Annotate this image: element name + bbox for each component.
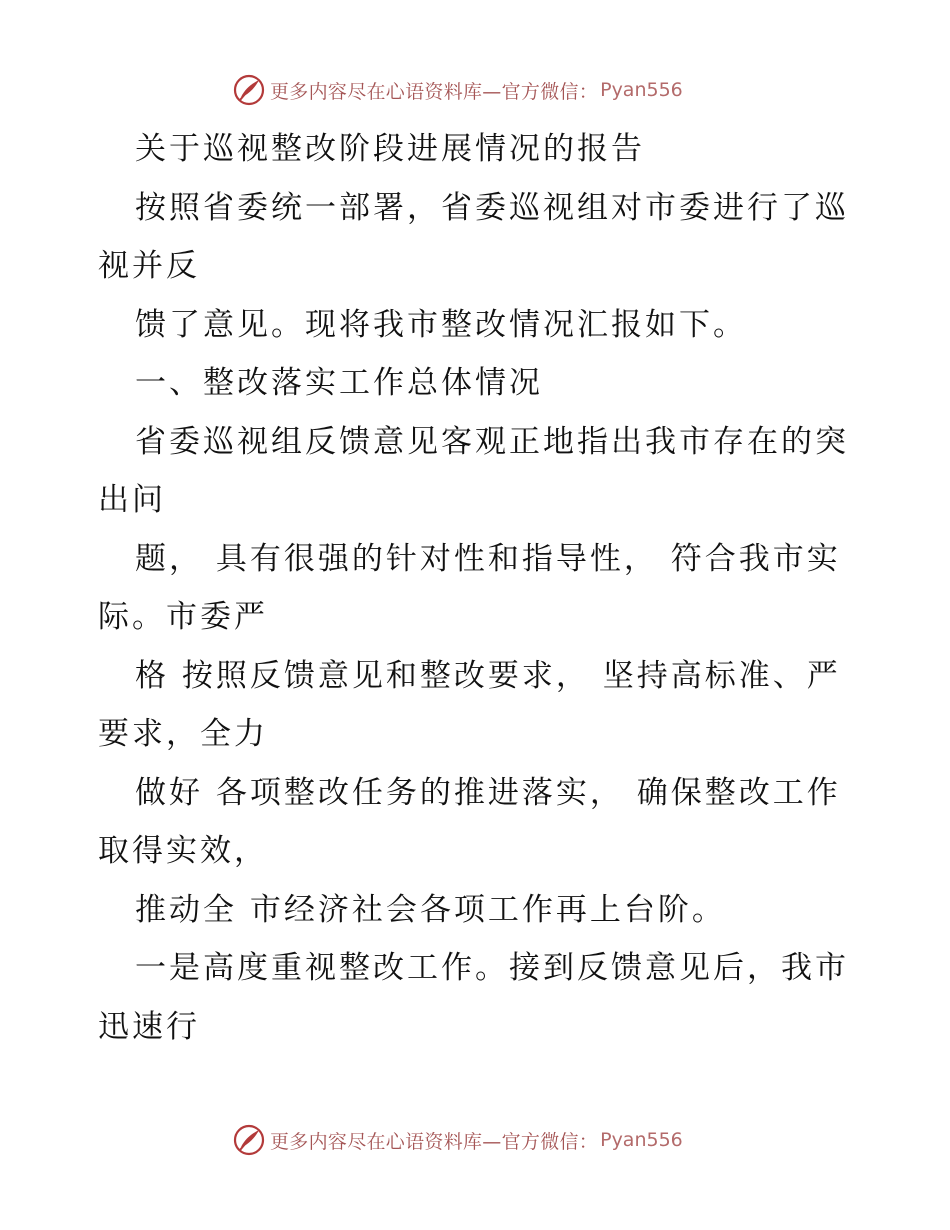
paragraph-line: 一是高度重视整改工作。接到反馈意见后，我市 xyxy=(135,950,849,986)
paragraph-line: 出问 xyxy=(98,482,166,518)
watermark-footer xyxy=(232,1122,683,1158)
watermark-wechat-id: Pyan556 xyxy=(600,79,683,101)
section-heading: 一、整改落实工作总体情况 xyxy=(135,365,543,401)
paragraph-line: 省委巡视组反馈意见客观正地指出我市存在的突 xyxy=(135,423,849,460)
paragraph-line: 馈了意见。现将我市整改情况汇报如下。 xyxy=(135,306,747,343)
quill-circle-logo-icon xyxy=(232,73,266,107)
watermark-header xyxy=(232,72,683,108)
paragraph-line: 际。市委严 xyxy=(98,599,268,635)
paragraph-line: 推动全 市经济社会各项工作再上台阶。 xyxy=(135,891,726,928)
document-title: 关于巡视整改阶段进展情况的报告 xyxy=(135,131,645,167)
paragraph-line: 取得实效， xyxy=(98,833,268,869)
watermark-wechat-id: Pyan556 xyxy=(600,1129,683,1151)
paragraph-line: 要求，全力 xyxy=(98,716,268,752)
watermark-text: 更多内容尽在心语资料库—官方微信： xyxy=(270,80,599,103)
quill-circle-logo-icon xyxy=(232,1123,266,1157)
paragraph-line: 格 按照反馈意见和整改要求， 坚持高标准、严 xyxy=(135,657,841,694)
watermark-text: 更多内容尽在心语资料库—官方微信： xyxy=(270,1130,599,1153)
document-body xyxy=(98,120,858,1056)
paragraph-line: 视并反 xyxy=(98,248,200,284)
paragraph-line: 题， 具有很强的针对性和指导性， 符合我市实 xyxy=(135,540,841,577)
paragraph-line: 迅速行 xyxy=(98,1008,200,1045)
paragraph-line: 做好 各项整改任务的推进落实， 确保整改工作 xyxy=(135,774,841,811)
paragraph-line: 按照省委统一部署，省委巡视组对市委进行了巡 xyxy=(135,189,849,226)
